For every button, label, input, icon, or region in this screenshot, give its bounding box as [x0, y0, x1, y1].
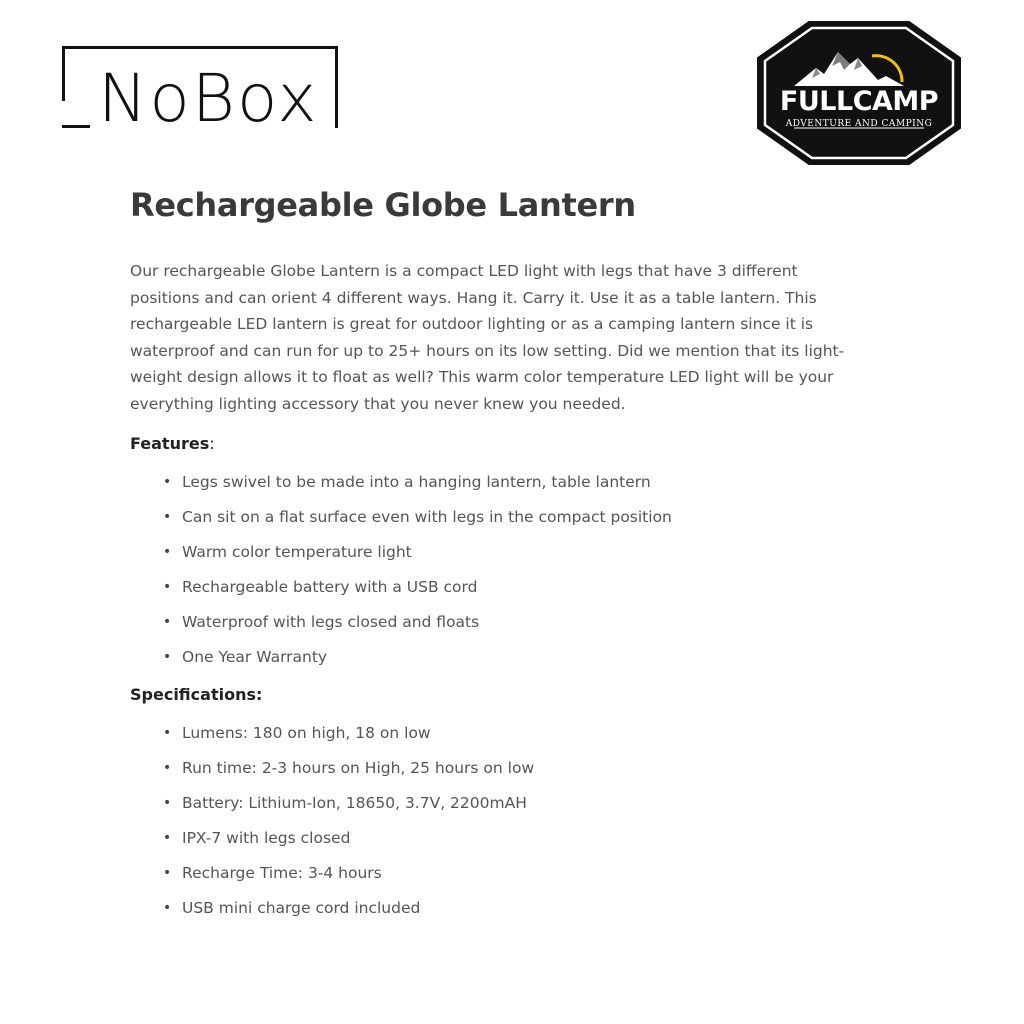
features-heading: Features: — [130, 434, 215, 454]
spec-text: Battery: Lithium-Ion, 18650, 3.7V, 2200mAH — [182, 794, 527, 813]
list-item — [130, 535, 890, 570]
bullet-icon: • — [163, 900, 172, 917]
spec-text: USB mini charge cord included — [182, 899, 421, 918]
features-list — [130, 465, 890, 675]
features-label: Features — [130, 434, 210, 454]
specifications-list — [130, 716, 890, 926]
spec-text: Run time: 2-3 hours on High, 25 hours on low — [182, 759, 535, 778]
list-item — [130, 500, 890, 535]
page-title: Rechargeable Globe Lantern — [130, 186, 636, 224]
fullcamp-logo-tagline: ADVENTURE AND CAMPING — [785, 119, 933, 129]
list-item — [130, 891, 890, 926]
nobox-logo — [62, 46, 362, 142]
bullet-icon: • — [163, 725, 172, 742]
feature-text: Legs swivel to be made into a hanging lantern, table lantern — [182, 473, 651, 492]
feature-text: Warm color temperature light — [182, 543, 412, 562]
bullet-icon: • — [163, 544, 172, 561]
bullet-icon: • — [163, 649, 172, 666]
product-description-text: Our rechargeable Globe Lantern is a compact LED light with legs that have 3 different positions and can orient 4 different ways. Hang it. Carry it. Use it as a table lantern. This rechargeable LED lantern is great for outdoor lighting or as a camping lantern since it is waterproof and can run for up to 25+ hours on its low setting. Did we mention that its light-weight design allows it to float as well? This warm color temperature LED light will be your everything lighting accessory that you never knew you needed. — [130, 262, 845, 413]
nobox-logo-text: NoBox — [94, 66, 322, 132]
bullet-icon: • — [163, 509, 172, 526]
bullet-icon: • — [163, 760, 172, 777]
list-item — [130, 716, 890, 751]
list-item — [130, 570, 890, 605]
spec-text: Recharge Time: 3-4 hours — [182, 864, 382, 883]
bullet-icon: • — [163, 865, 172, 882]
specifications-heading: Specifications: — [130, 685, 263, 705]
list-item — [130, 856, 890, 891]
fullcamp-logo — [754, 18, 964, 168]
bullet-icon: • — [163, 474, 172, 491]
feature-text: Rechargeable battery with a USB cord — [182, 578, 478, 597]
product-description — [130, 186, 890, 926]
feature-text: One Year Warranty — [182, 648, 328, 667]
list-item — [130, 821, 890, 856]
bullet-icon: • — [163, 579, 172, 596]
spec-text: IPX-7 with legs closed — [182, 829, 351, 848]
bullet-icon: • — [163, 795, 172, 812]
spec-text: Lumens: 180 on high, 18 on low — [182, 724, 431, 743]
list-item — [130, 605, 890, 640]
list-item — [130, 786, 890, 821]
bullet-icon: • — [163, 614, 172, 631]
feature-text: Waterproof with legs closed and floats — [182, 613, 480, 632]
feature-text: Can sit on a flat surface even with legs in the compact position — [182, 508, 672, 527]
list-item — [130, 640, 890, 675]
list-item — [130, 465, 890, 500]
fullcamp-logo-name: FULLCAMP — [779, 86, 939, 117]
list-item — [130, 751, 890, 786]
bullet-icon: • — [163, 830, 172, 847]
